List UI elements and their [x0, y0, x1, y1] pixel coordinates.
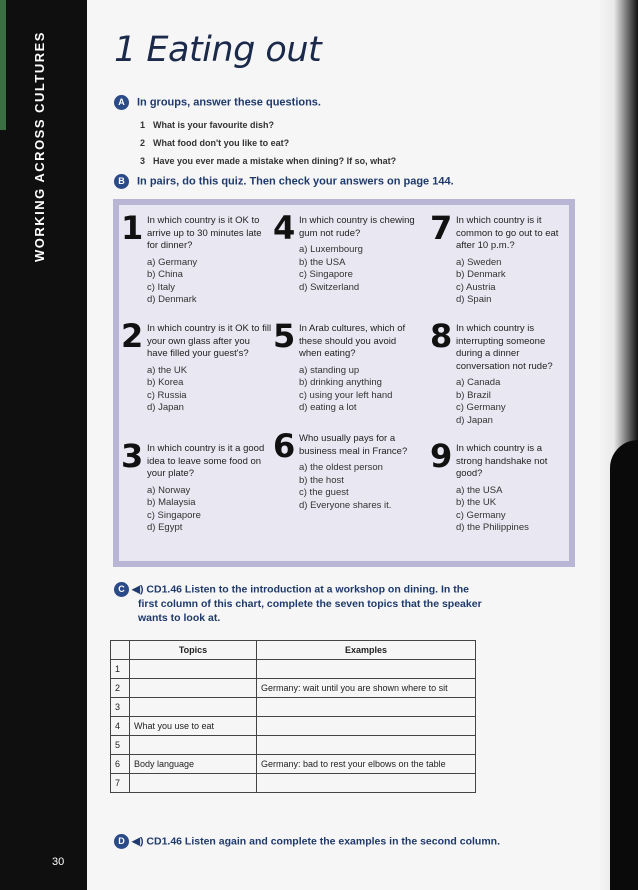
- table-header-row: [111, 641, 476, 660]
- example-cell[interactable]: [257, 774, 476, 793]
- table-row: 7: [111, 774, 476, 793]
- header-examples: Examples: [257, 641, 476, 660]
- topic-cell[interactable]: [130, 774, 257, 793]
- quiz-question-2: 2 In which country is it OK to fill your own glass after you have filled your guest's? a) the UK b) Korea c) Russia d) Japan: [121, 317, 272, 413]
- topics-examples-table: [110, 640, 476, 793]
- example-cell[interactable]: [257, 660, 476, 679]
- page-number: 30: [52, 856, 65, 868]
- table-row: 5: [111, 736, 476, 755]
- quiz-question-9: 9 In which country is a strong handshake not good? a) the USA b) the UK c) Germany d) the Philippines: [430, 437, 548, 533]
- table-row: 4 What you use to eat: [111, 717, 476, 736]
- task-letter-badge: A: [114, 95, 129, 110]
- table-row: 3: [111, 698, 476, 717]
- quiz-question-8: 8 In which country is interrupting someone during a dinner conversation not rude? a) Canada b) Brazil c) Germany d) Japan: [430, 317, 553, 426]
- quiz-question-7: 7 In which country is it common to go out to eat after 10 p.m.? a) Sweden b) Denmark c) Austria d) Spain: [430, 209, 559, 305]
- quiz-question-5: 5 In Arab cultures, which of these should you avoid when eating? a) standing up b) drinking anything c) using your left hand d) eating a lot: [273, 317, 406, 413]
- audio-instruction: ◀) CD1.46 Listen again and complete the examples in the second column.: [131, 835, 501, 848]
- task-instruction: In groups, answer these questions.: [137, 96, 321, 109]
- page-edge-dark: [610, 440, 638, 890]
- page-title: 1 Eating out: [114, 30, 322, 70]
- topic-cell[interactable]: Body language: [130, 755, 257, 774]
- table-row: 2 Germany: wait until you are shown where to sit: [111, 679, 476, 698]
- example-cell[interactable]: [257, 717, 476, 736]
- topic-cell[interactable]: [130, 698, 257, 717]
- question-item: 1 What is your favourite dish?: [140, 120, 275, 130]
- task-a: [114, 95, 321, 110]
- task-letter-badge: D: [114, 834, 129, 849]
- task-c: C ◀) CD1.46 Listen to the introduction at a workshop on dining. In the first column of this chart, complete the seven topics that the speaker wants to look at.: [114, 582, 494, 625]
- task-letter-badge: C: [114, 582, 129, 597]
- section-label: WORKING ACROSS CULTURES: [32, 31, 47, 262]
- table-row: 6 Body language Germany: bad to rest your elbows on the table: [111, 755, 476, 774]
- quiz-box: [113, 199, 575, 567]
- quiz-question-6: 6 Who usually pays for a business meal in France? a) the oldest person b) the host c) the guest d) Everyone shares it.: [273, 427, 408, 511]
- sidebar-accent: [0, 0, 6, 130]
- example-cell[interactable]: [257, 736, 476, 755]
- example-cell[interactable]: Germany: bad to rest your elbows on the table: [257, 755, 476, 774]
- example-cell[interactable]: Germany: wait until you are shown where to sit: [257, 679, 476, 698]
- quiz-question-3: 3 In which country is it a good idea to leave some food on your plate? a) Norway b) Malaysia c) Singapore d) Egypt: [121, 437, 265, 533]
- question-item: 3 Have you ever made a mistake when dining? If so, what?: [140, 156, 397, 166]
- task-d: [114, 834, 500, 849]
- table-row: 1: [111, 660, 476, 679]
- audio-instruction: ◀) CD1.46 Listen to the introduction at a workshop on dining. In the: [131, 583, 469, 596]
- question-item: 2 What food don't you like to eat?: [140, 138, 290, 148]
- quiz-question-4: 4 In which country is chewing gum not rude? a) Luxembourg b) the USA c) Singapore d) Switzerland: [273, 209, 415, 293]
- discussion-questions: [140, 116, 396, 170]
- topic-cell[interactable]: [130, 660, 257, 679]
- quiz-question-1: 1 In which country is it OK to arrive up to 30 minutes late for dinner? a) Germany b) China c) Italy d) Denmark: [121, 209, 262, 305]
- task-b: [114, 174, 454, 189]
- sidebar: [0, 0, 87, 890]
- topic-cell[interactable]: What you use to eat: [130, 717, 257, 736]
- task-instruction: In pairs, do this quiz. Then check your answers on page 144.: [137, 175, 454, 188]
- header-topics: Topics: [130, 641, 257, 660]
- topic-cell[interactable]: [130, 736, 257, 755]
- task-letter-badge: B: [114, 174, 129, 189]
- topic-cell[interactable]: [130, 679, 257, 698]
- example-cell[interactable]: [257, 698, 476, 717]
